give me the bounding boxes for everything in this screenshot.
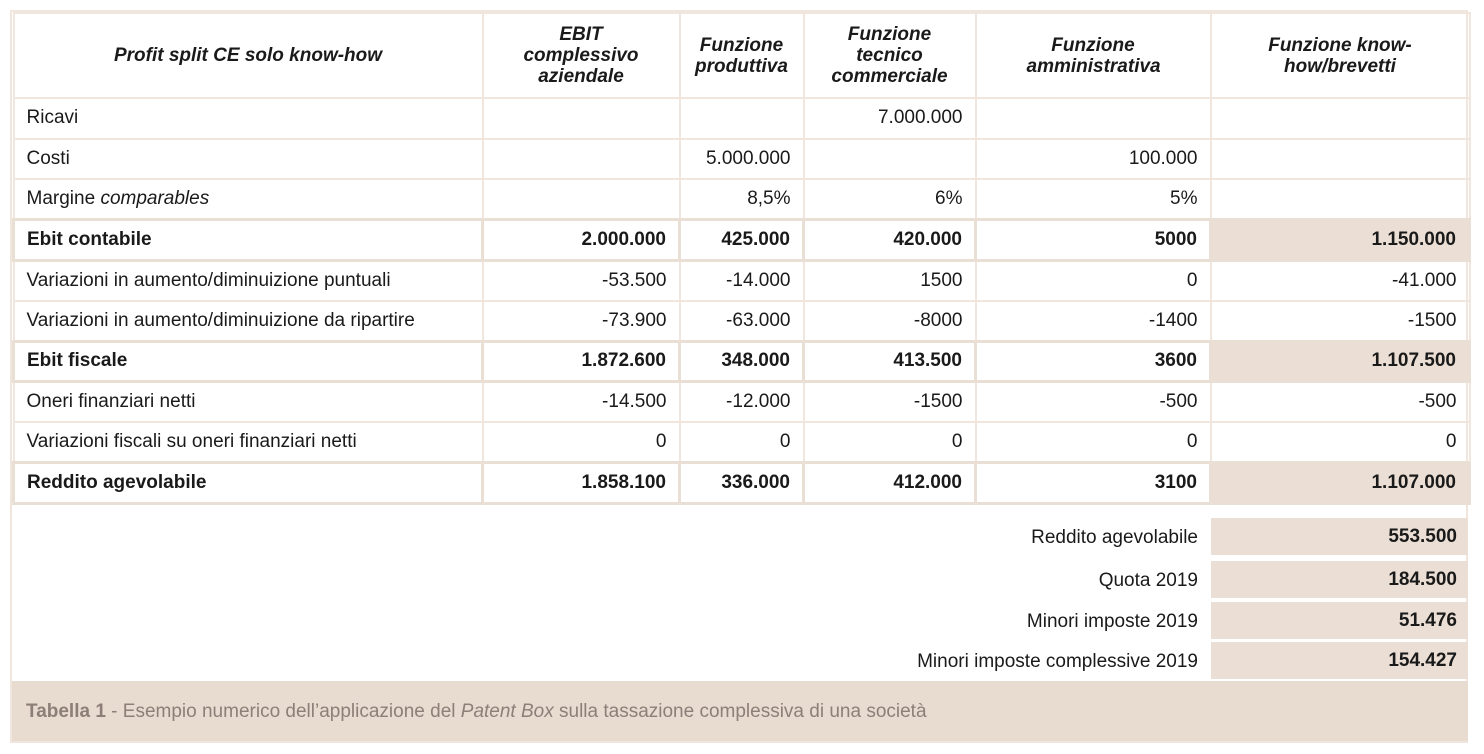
row-label [14,422,483,463]
caption-italic: Patent Box [460,701,554,722]
table-cell: -1400 [976,301,1211,342]
summary-label: Quota 2019 [1098,570,1198,591]
table-row [14,301,1470,342]
table-cell: 0 [680,422,804,463]
table-cell: -1500 [804,382,976,423]
table-cell: 420.000 [804,220,976,261]
row-label-text: Ebit contabile [27,228,152,250]
table-cell: -41.000 [1211,260,1470,301]
table-cell: 412.000 [804,463,976,504]
table-cell [976,98,1211,139]
caption-number: Tabella 1 [26,701,106,722]
table-row [14,220,1470,261]
table-cell: 1.107.000 [1211,463,1470,504]
summary-label: Minori imposte 2019 [1026,611,1198,632]
header-cell: Profit split CE solo know-how [14,13,483,98]
row-label-text: Variazioni fiscali su oneri finanziari netti [26,431,357,452]
table-cell: -63.000 [680,301,804,342]
table-cell [483,98,680,139]
table-cell: 3600 [976,341,1211,382]
table-row [14,382,1470,423]
row-label-text: Variazioni in aumento/diminuizione puntuali [26,269,391,291]
table-cell [804,139,976,180]
table-row [14,422,1470,463]
row-label-text: Costi [26,147,70,169]
row-label-text: Reddito agevolabile [27,471,207,493]
table-cell: 1500 [804,260,976,301]
summary-row [917,642,1468,682]
summary-value: 184.500 [1211,561,1468,598]
table-cell [1211,139,1470,180]
row-label-text: Ricavi [26,107,79,129]
table-caption [12,681,1468,741]
table-cell: 425.000 [680,220,804,261]
table-cell: 2.000.000 [483,220,680,261]
summary-label: Reddito agevolabile [1031,527,1198,548]
row-label [14,139,483,180]
table-cell: 1.150.000 [1211,220,1470,261]
profit-split-table [12,12,1471,505]
table-cell: 7.000.000 [804,98,976,139]
row-label [14,382,483,423]
table-row [14,260,1470,301]
table-cell: 348.000 [680,341,804,382]
table-cell: 336.000 [680,463,804,504]
table-row [14,139,1470,180]
row-label-text: Ebit fiscale [27,350,128,372]
table-cell: -12.000 [680,382,804,423]
row-label [14,341,483,382]
table-row [14,179,1470,220]
table-cell: -8000 [804,301,976,342]
table-cell: 8,5% [680,179,804,220]
row-label-text: Oneri finanziari netti [26,391,196,412]
header-row [14,13,1470,98]
table-cell: 100.000 [976,139,1211,180]
table-row [14,463,1470,504]
header-cell: Funzione know-how/brevetti [1211,13,1470,98]
table-cell [680,98,804,139]
header-cell: EBIT complessivo aziendale [483,13,680,98]
table-row [14,98,1470,139]
table-cell [483,139,680,180]
table-cell: -14.000 [680,260,804,301]
table-cell: 413.500 [804,341,976,382]
summary-row [1098,561,1468,601]
header-cell: Funzione amministrativa [976,13,1211,98]
summary-value: 553.500 [1211,518,1468,555]
table-cell [1211,98,1470,139]
row-label [14,220,483,261]
table-cell [483,179,680,220]
table-cell: 0 [976,260,1211,301]
row-label [14,260,483,301]
table-cell: -14.500 [483,382,680,423]
summary-label: Minori imposte complessive 2019 [917,651,1198,672]
table-cell: 6% [804,179,976,220]
table-cell: 1.858.100 [483,463,680,504]
table-cell: 1.872.600 [483,341,680,382]
table-cell: 0 [976,422,1211,463]
table-cell: 1.107.500 [1211,341,1470,382]
row-label-italic: comparables [100,188,210,209]
table-cell: -500 [1211,382,1470,423]
row-label [14,179,483,220]
row-label-text: Variazioni in aumento/diminuizione da ripartire [26,309,415,331]
caption-text: - Esempio numerico dell’applicazione del [105,701,461,722]
caption-text: sulla tassazione complessiva di una società [553,701,927,722]
table-cell: -500 [976,382,1211,423]
table-cell: 0 [804,422,976,463]
table-cell: 3100 [976,463,1211,504]
table-cell: 5% [976,179,1211,220]
table-cell: 0 [1211,422,1470,463]
row-label [14,301,483,342]
table-cell [1211,179,1470,220]
row-label-text: Margine [26,188,96,209]
summary-row [1031,518,1468,558]
row-label [14,98,483,139]
table-cell: -1500 [1211,301,1470,342]
summary-row [1026,602,1468,642]
table-cell: 5.000.000 [680,139,804,180]
summary-value: 51.476 [1211,602,1468,639]
table-cell: -73.900 [483,301,680,342]
table-cell: 5000 [976,220,1211,261]
table-row [14,341,1470,382]
summary-value: 154.427 [1211,642,1468,679]
table-cell: -53.500 [483,260,680,301]
row-label [14,463,483,504]
header-cell: Funzione tecnico commerciale [804,13,976,98]
header-cell: Funzione produttiva [680,13,804,98]
table-cell: 0 [483,422,680,463]
